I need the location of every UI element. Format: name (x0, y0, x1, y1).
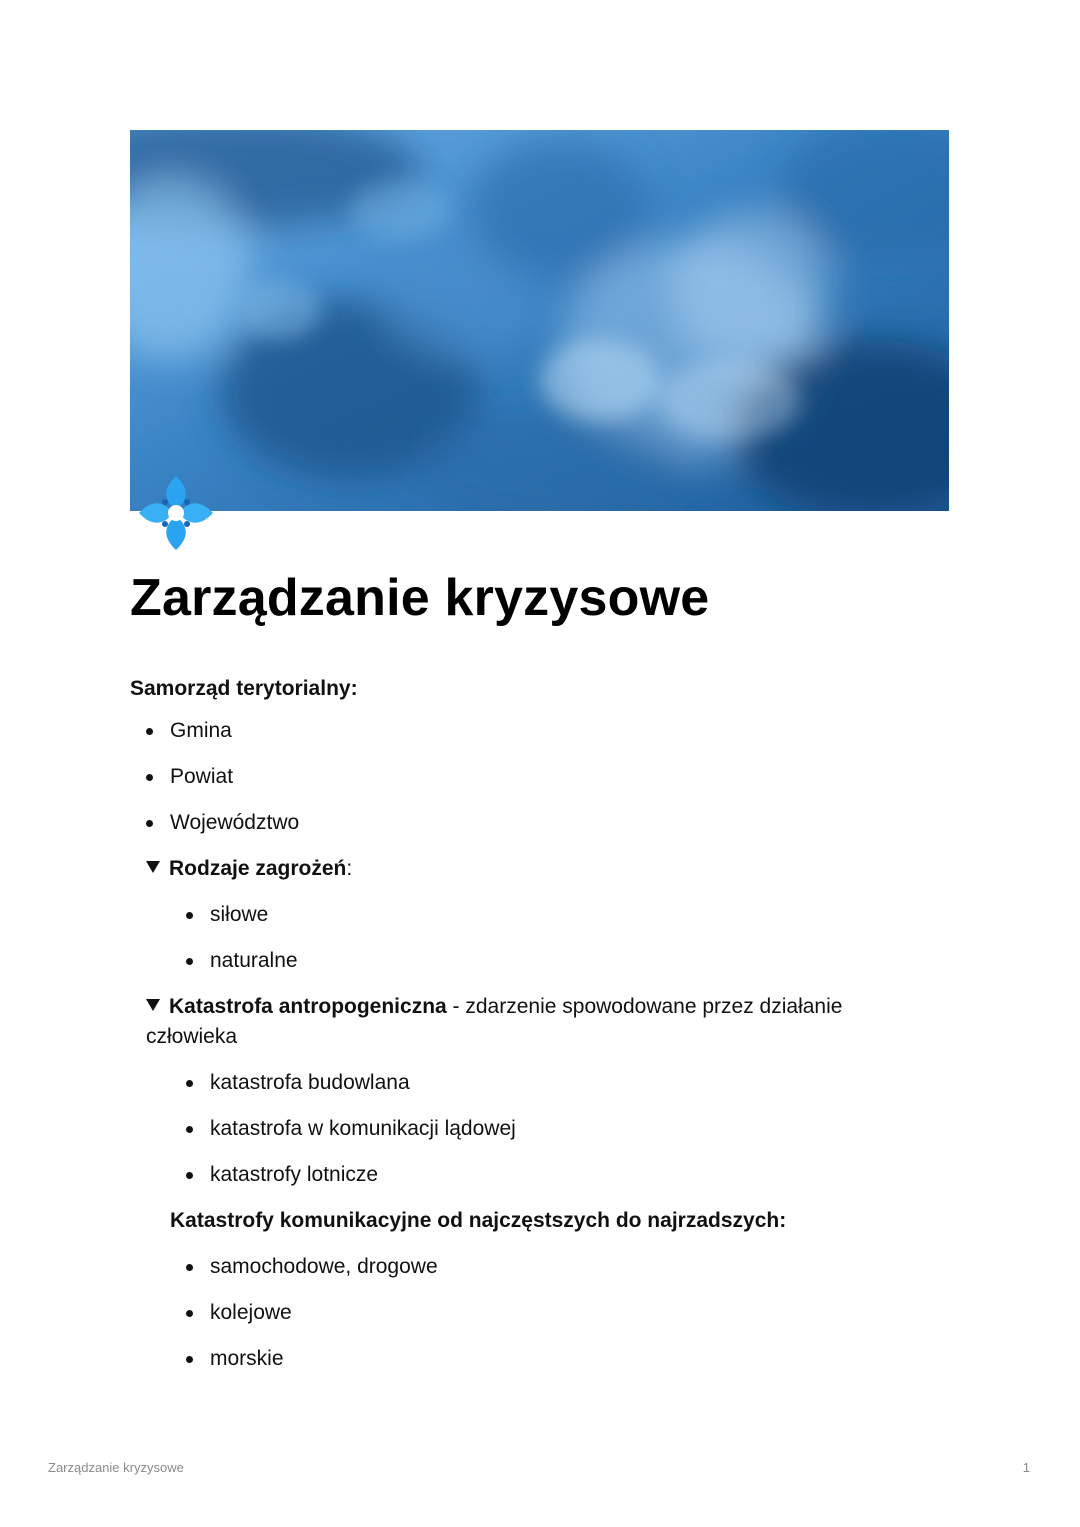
toggle-catastrophe-children (146, 1068, 930, 1374)
list-item: katastrofy lotnicze (170, 1160, 930, 1190)
catastrophe-list (170, 1068, 930, 1190)
cross-flower-icon-graphic (137, 474, 215, 552)
footer-doc-name: Zarządzanie kryzysowe (48, 1460, 184, 1475)
page-title: Zarządzanie kryzysowe (130, 569, 710, 627)
toggle-threats-header[interactable] (146, 854, 930, 884)
ranked-subheading: Katastrofy komunikacyjne od najczęstszych do najrzadszych: (170, 1209, 787, 1232)
list-item: Województwo (130, 808, 930, 838)
toggle-threats-children (146, 900, 930, 976)
list-item: morskie (170, 1344, 930, 1374)
units-list (130, 716, 930, 838)
list-item: siłowe (170, 900, 930, 930)
toggle-triangle-icon[interactable] (146, 999, 160, 1011)
ranked-list (170, 1252, 930, 1374)
footer-page-number: 1 (1022, 1460, 1030, 1475)
list-item: katastrofa budowlana (170, 1068, 930, 1098)
toggle-threats-suffix: : (346, 857, 353, 880)
section-heading: Samorząd terytorialny: (130, 677, 358, 700)
cover-image (130, 130, 949, 511)
threats-list (170, 900, 930, 976)
cross-flower-icon[interactable] (137, 474, 215, 552)
toggle-catastrophe-header[interactable] (146, 992, 930, 1052)
page-content (130, 668, 930, 1390)
list-item: Gmina (130, 716, 930, 746)
toggle-catastrophe (130, 992, 930, 1374)
list-item: katastrofa w komunikacji lądowej (170, 1114, 930, 1144)
toggle-catastrophe-label: Katastrofa antropogeniczna (169, 995, 447, 1018)
toggle-threats (130, 854, 930, 976)
toggle-threats-label: Rodzaje zagrożeń (169, 857, 347, 880)
list-item: naturalne (170, 946, 930, 976)
toggle-catastrophe-description: - zdarzenie spowodowane przez działanie człowieka (146, 995, 843, 1048)
list-item: samochodowe, drogowe (170, 1252, 930, 1282)
list-item: Powiat (130, 762, 930, 792)
cloud-sky-image (130, 130, 949, 511)
list-item: kolejowe (170, 1298, 930, 1328)
toggle-triangle-icon[interactable] (146, 861, 160, 873)
